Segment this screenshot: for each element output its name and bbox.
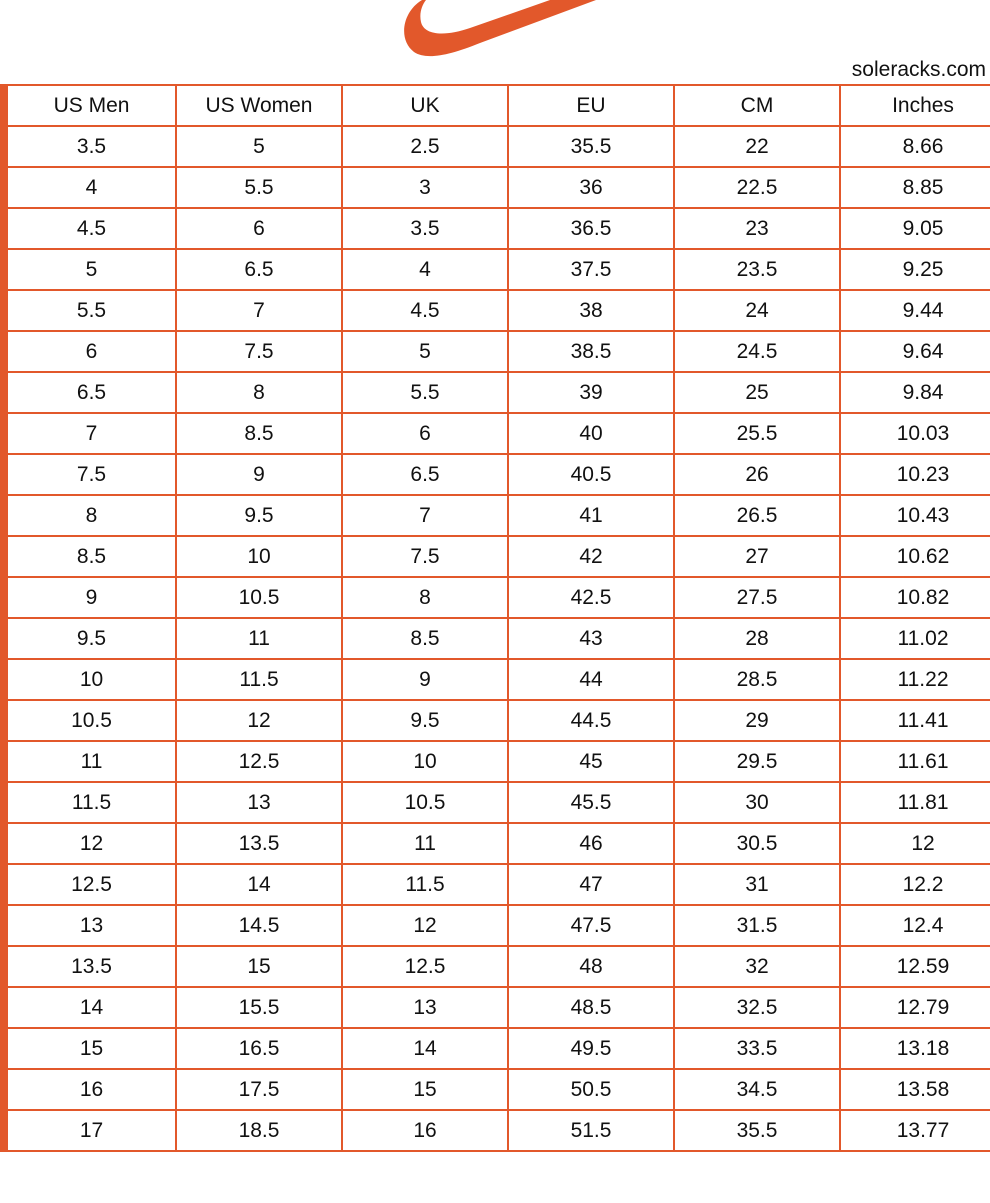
cell-us-men: 17	[4, 1110, 176, 1151]
table-row	[4, 823, 990, 864]
site-label: soleracks.com	[851, 58, 986, 81]
cell-cm: 24.5	[674, 331, 840, 372]
table-row	[4, 987, 990, 1028]
cell-eu: 36	[508, 167, 674, 208]
cell-eu: 50.5	[508, 1069, 674, 1110]
cell-us-men: 4.5	[4, 208, 176, 249]
cell-us-women: 5.5	[176, 167, 342, 208]
cell-inches: 12.4	[840, 905, 990, 946]
table-row	[4, 454, 990, 495]
cell-us-women: 9	[176, 454, 342, 495]
cell-eu: 42.5	[508, 577, 674, 618]
cell-cm: 26.5	[674, 495, 840, 536]
cell-us-men: 6	[4, 331, 176, 372]
cell-eu: 40	[508, 413, 674, 454]
cell-inches: 10.43	[840, 495, 990, 536]
cell-us-men: 8.5	[4, 536, 176, 577]
cell-us-men: 6.5	[4, 372, 176, 413]
cell-us-men: 3.5	[4, 126, 176, 167]
cell-uk: 12.5	[342, 946, 508, 987]
cell-cm: 25	[674, 372, 840, 413]
cell-us-women: 7	[176, 290, 342, 331]
cell-eu: 39	[508, 372, 674, 413]
cell-cm: 31	[674, 864, 840, 905]
cell-us-men: 9	[4, 577, 176, 618]
header-us-women: US Women	[176, 85, 342, 126]
cell-uk: 12	[342, 905, 508, 946]
cell-us-women: 15.5	[176, 987, 342, 1028]
cell-uk: 4.5	[342, 290, 508, 331]
cell-uk: 14	[342, 1028, 508, 1069]
table-row	[4, 249, 990, 290]
cell-cm: 26	[674, 454, 840, 495]
cell-inches: 10.03	[840, 413, 990, 454]
table-row	[4, 577, 990, 618]
cell-us-men: 10.5	[4, 700, 176, 741]
cell-inches: 9.05	[840, 208, 990, 249]
cell-us-men: 16	[4, 1069, 176, 1110]
cell-eu: 42	[508, 536, 674, 577]
cell-uk: 10.5	[342, 782, 508, 823]
cell-eu: 46	[508, 823, 674, 864]
cell-inches: 13.58	[840, 1069, 990, 1110]
cell-cm: 32	[674, 946, 840, 987]
table-row	[4, 167, 990, 208]
cell-eu: 51.5	[508, 1110, 674, 1151]
size-table-body	[4, 126, 990, 1151]
cell-eu: 44.5	[508, 700, 674, 741]
table-row	[4, 700, 990, 741]
cell-eu: 36.5	[508, 208, 674, 249]
table-row	[4, 659, 990, 700]
cell-inches: 9.44	[840, 290, 990, 331]
header-inches: Inches	[840, 85, 990, 126]
cell-inches: 11.22	[840, 659, 990, 700]
cell-us-men: 14	[4, 987, 176, 1028]
cell-us-women: 17.5	[176, 1069, 342, 1110]
cell-uk: 7	[342, 495, 508, 536]
cell-cm: 24	[674, 290, 840, 331]
cell-cm: 27.5	[674, 577, 840, 618]
cell-eu: 48	[508, 946, 674, 987]
cell-inches: 13.18	[840, 1028, 990, 1069]
cell-uk: 8	[342, 577, 508, 618]
cell-inches: 10.23	[840, 454, 990, 495]
table-row	[4, 905, 990, 946]
table-row	[4, 413, 990, 454]
table-row	[4, 782, 990, 823]
cell-eu: 47	[508, 864, 674, 905]
table-row	[4, 1028, 990, 1069]
header-us-men: US Men	[4, 85, 176, 126]
header-eu: EU	[508, 85, 674, 126]
table-row	[4, 126, 990, 167]
cell-us-women: 14.5	[176, 905, 342, 946]
table-row	[4, 536, 990, 577]
cell-uk: 2.5	[342, 126, 508, 167]
cell-eu: 41	[508, 495, 674, 536]
cell-us-women: 7.5	[176, 331, 342, 372]
cell-eu: 38.5	[508, 331, 674, 372]
cell-cm: 27	[674, 536, 840, 577]
cell-uk: 11.5	[342, 864, 508, 905]
cell-us-men: 11.5	[4, 782, 176, 823]
cell-eu: 35.5	[508, 126, 674, 167]
cell-uk: 11	[342, 823, 508, 864]
cell-us-men: 12	[4, 823, 176, 864]
cell-cm: 22.5	[674, 167, 840, 208]
cell-us-men: 13.5	[4, 946, 176, 987]
cell-inches: 12	[840, 823, 990, 864]
size-table-header	[4, 85, 990, 126]
cell-us-women: 14	[176, 864, 342, 905]
cell-inches: 8.85	[840, 167, 990, 208]
size-chart	[0, 84, 990, 1203]
cell-us-men: 13	[4, 905, 176, 946]
cell-us-women: 13	[176, 782, 342, 823]
cell-us-men: 11	[4, 741, 176, 782]
cell-eu: 38	[508, 290, 674, 331]
table-row	[4, 372, 990, 413]
cell-uk: 3	[342, 167, 508, 208]
cell-inches: 11.41	[840, 700, 990, 741]
cell-eu: 48.5	[508, 987, 674, 1028]
table-row	[4, 495, 990, 536]
cell-cm: 23	[674, 208, 840, 249]
cell-us-women: 6	[176, 208, 342, 249]
cell-us-women: 11	[176, 618, 342, 659]
cell-uk: 9.5	[342, 700, 508, 741]
table-row	[4, 864, 990, 905]
cell-eu: 49.5	[508, 1028, 674, 1069]
cell-us-women: 6.5	[176, 249, 342, 290]
cell-uk: 15	[342, 1069, 508, 1110]
cell-cm: 23.5	[674, 249, 840, 290]
cell-uk: 13	[342, 987, 508, 1028]
cell-eu: 40.5	[508, 454, 674, 495]
cell-eu: 45	[508, 741, 674, 782]
table-row	[4, 1110, 990, 1151]
cell-inches: 9.25	[840, 249, 990, 290]
cell-cm: 31.5	[674, 905, 840, 946]
cell-uk: 9	[342, 659, 508, 700]
cell-us-men: 8	[4, 495, 176, 536]
cell-inches: 9.84	[840, 372, 990, 413]
cell-uk: 4	[342, 249, 508, 290]
cell-us-men: 15	[4, 1028, 176, 1069]
cell-uk: 16	[342, 1110, 508, 1151]
swoosh-icon	[400, 0, 600, 60]
cell-us-women: 13.5	[176, 823, 342, 864]
cell-eu: 47.5	[508, 905, 674, 946]
table-row	[4, 208, 990, 249]
cell-uk: 6	[342, 413, 508, 454]
cell-us-men: 4	[4, 167, 176, 208]
header-uk: UK	[342, 85, 508, 126]
cell-us-men: 5	[4, 249, 176, 290]
cell-us-men: 7	[4, 413, 176, 454]
table-row	[4, 290, 990, 331]
cell-cm: 28.5	[674, 659, 840, 700]
cell-uk: 5	[342, 331, 508, 372]
cell-us-women: 10.5	[176, 577, 342, 618]
cell-inches: 12.59	[840, 946, 990, 987]
cell-us-women: 12.5	[176, 741, 342, 782]
cell-cm: 30	[674, 782, 840, 823]
cell-cm: 28	[674, 618, 840, 659]
cell-us-women: 11.5	[176, 659, 342, 700]
cell-us-men: 5.5	[4, 290, 176, 331]
cell-inches: 13.77	[840, 1110, 990, 1151]
cell-us-women: 9.5	[176, 495, 342, 536]
cell-cm: 32.5	[674, 987, 840, 1028]
cell-inches: 11.02	[840, 618, 990, 659]
cell-cm: 33.5	[674, 1028, 840, 1069]
cell-us-men: 12.5	[4, 864, 176, 905]
header-row	[4, 85, 990, 126]
table-row	[4, 1069, 990, 1110]
cell-uk: 10	[342, 741, 508, 782]
cell-us-women: 8.5	[176, 413, 342, 454]
size-table	[0, 84, 990, 1152]
cell-uk: 8.5	[342, 618, 508, 659]
cell-cm: 25.5	[674, 413, 840, 454]
cell-cm: 30.5	[674, 823, 840, 864]
cell-eu: 43	[508, 618, 674, 659]
cell-uk: 5.5	[342, 372, 508, 413]
cell-us-women: 5	[176, 126, 342, 167]
cell-inches: 10.82	[840, 577, 990, 618]
cell-inches: 11.81	[840, 782, 990, 823]
cell-us-women: 12	[176, 700, 342, 741]
cell-eu: 37.5	[508, 249, 674, 290]
cell-uk: 6.5	[342, 454, 508, 495]
cell-inches: 10.62	[840, 536, 990, 577]
swoosh-logo-shape	[404, 0, 596, 56]
cell-us-women: 18.5	[176, 1110, 342, 1151]
cell-us-men: 10	[4, 659, 176, 700]
cell-us-women: 10	[176, 536, 342, 577]
cell-eu: 45.5	[508, 782, 674, 823]
cell-uk: 7.5	[342, 536, 508, 577]
cell-us-women: 8	[176, 372, 342, 413]
cell-us-women: 15	[176, 946, 342, 987]
cell-cm: 35.5	[674, 1110, 840, 1151]
cell-inches: 11.61	[840, 741, 990, 782]
cell-cm: 34.5	[674, 1069, 840, 1110]
table-row	[4, 618, 990, 659]
table-row	[4, 741, 990, 782]
cell-us-women: 16.5	[176, 1028, 342, 1069]
header-cm: CM	[674, 85, 840, 126]
cell-inches: 12.79	[840, 987, 990, 1028]
cell-uk: 3.5	[342, 208, 508, 249]
cell-us-men: 9.5	[4, 618, 176, 659]
cell-eu: 44	[508, 659, 674, 700]
cell-inches: 12.2	[840, 864, 990, 905]
cell-cm: 29	[674, 700, 840, 741]
cell-cm: 22	[674, 126, 840, 167]
table-row	[4, 331, 990, 372]
cell-us-men: 7.5	[4, 454, 176, 495]
table-row	[4, 946, 990, 987]
cell-inches: 8.66	[840, 126, 990, 167]
cell-cm: 29.5	[674, 741, 840, 782]
cell-inches: 9.64	[840, 331, 990, 372]
